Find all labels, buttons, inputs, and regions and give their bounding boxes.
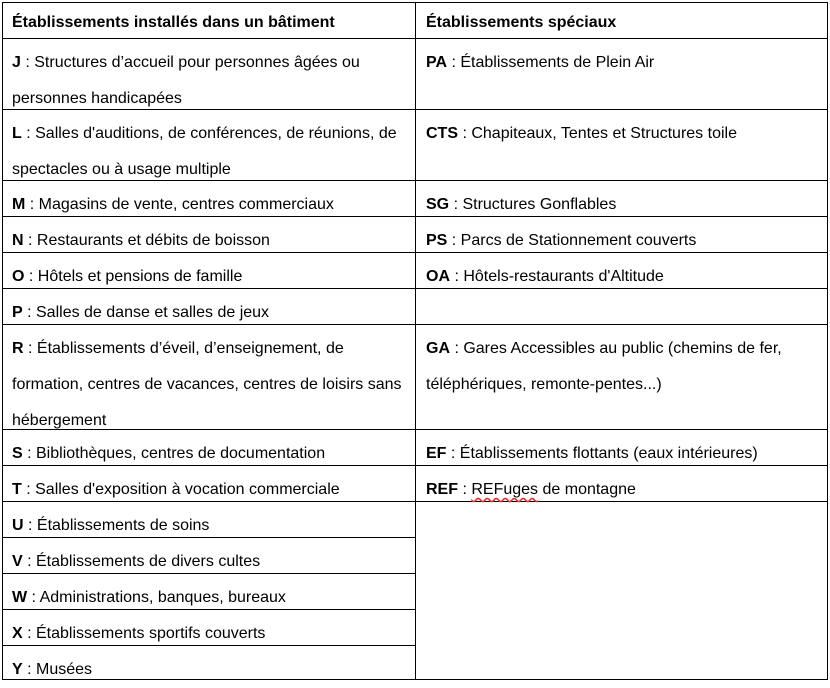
- code: Y: [12, 661, 23, 678]
- row-empty: [416, 289, 828, 325]
- description: : Hôtels et pensions de famille: [24, 268, 243, 285]
- code: X: [12, 625, 23, 642]
- row-SG: [416, 181, 828, 217]
- description: : Établissements de divers cultes: [22, 553, 261, 570]
- description: : Établissements d’éveil, d’enseignement, de formation, centres de vacances, centres de loisirs sans hébergement: [12, 340, 402, 429]
- code: T: [12, 481, 22, 498]
- description: : Structures d’accueil pour personnes âgées ou personnes handicapées: [12, 54, 360, 107]
- code: W: [12, 589, 28, 606]
- description: :: [458, 481, 472, 498]
- description: : Établissements sportifs couverts: [22, 625, 266, 642]
- code: GA: [426, 340, 450, 357]
- description: : Structures Gonflables: [449, 196, 617, 213]
- description: : Bibliothèques, centres de documentation: [22, 445, 326, 462]
- description-end: de montagne: [538, 481, 636, 498]
- description: : Établissements de soins: [23, 517, 210, 534]
- code: EF: [426, 445, 447, 462]
- row-V: [2, 538, 416, 574]
- row-R: [2, 325, 416, 430]
- row-S: [2, 430, 416, 466]
- code: V: [12, 553, 23, 570]
- code: U: [12, 517, 24, 534]
- code: L: [12, 125, 22, 142]
- spellcheck-word: REFuges: [471, 481, 539, 498]
- description: : Chapiteaux, Tentes et Structures toile: [458, 125, 737, 142]
- erp-categories-table: [2, 2, 828, 680]
- code: O: [12, 268, 25, 285]
- code: N: [12, 232, 24, 249]
- row-N: [2, 217, 416, 253]
- description: : Salles d'exposition à vocation commerciale: [21, 481, 340, 498]
- code: SG: [426, 196, 450, 213]
- description: : Gares Accessibles au public (chemins de fer, téléphériques, remonte-pentes...): [426, 340, 782, 393]
- code: PS: [426, 232, 448, 249]
- header-right: Établissements spéciaux: [416, 2, 828, 39]
- description: : Administrations, banques, bureaux: [27, 589, 286, 606]
- description: : Parcs de Stationnement couverts: [447, 232, 697, 249]
- row-EF: [416, 430, 828, 466]
- row-M: [2, 181, 416, 217]
- code: REF: [426, 481, 458, 498]
- description: : Musées: [22, 661, 93, 678]
- row-J: [2, 39, 416, 110]
- row-GA: [416, 325, 828, 430]
- code: OA: [426, 268, 450, 285]
- description: : Établissements flottants (eaux intérieures): [446, 445, 758, 462]
- description: : Restaurants et débits de boisson: [23, 232, 270, 249]
- code: M: [12, 196, 26, 213]
- code: S: [12, 445, 23, 462]
- row-X: [2, 610, 416, 646]
- code: PA: [426, 54, 448, 71]
- description: : Établissements de Plein Air: [447, 54, 655, 71]
- row-Y: [2, 646, 416, 680]
- row-REF: [416, 466, 828, 502]
- row-O: [2, 253, 416, 289]
- row-CTS: [416, 110, 828, 181]
- description: : Salles de danse et salles de jeux: [22, 304, 270, 321]
- description: : Salles d'auditions, de conférences, de réunions, de spectacles ou à usage multiple: [12, 125, 397, 178]
- row-PA: [416, 39, 828, 110]
- row-OA: [416, 253, 828, 289]
- row-U: [2, 502, 416, 538]
- row-PS: [416, 217, 828, 253]
- code: J: [12, 54, 21, 71]
- row-T: [2, 466, 416, 502]
- header-left: Établissements installés dans un bâtiment: [2, 2, 416, 39]
- description: : Hôtels-restaurants d'Altitude: [450, 268, 664, 285]
- code: R: [12, 340, 24, 357]
- row-W: [2, 574, 416, 610]
- description: : Magasins de vente, centres commerciaux: [25, 196, 334, 213]
- code: CTS: [426, 125, 458, 142]
- row-P: [2, 289, 416, 325]
- row-L: [2, 110, 416, 181]
- code: P: [12, 304, 23, 321]
